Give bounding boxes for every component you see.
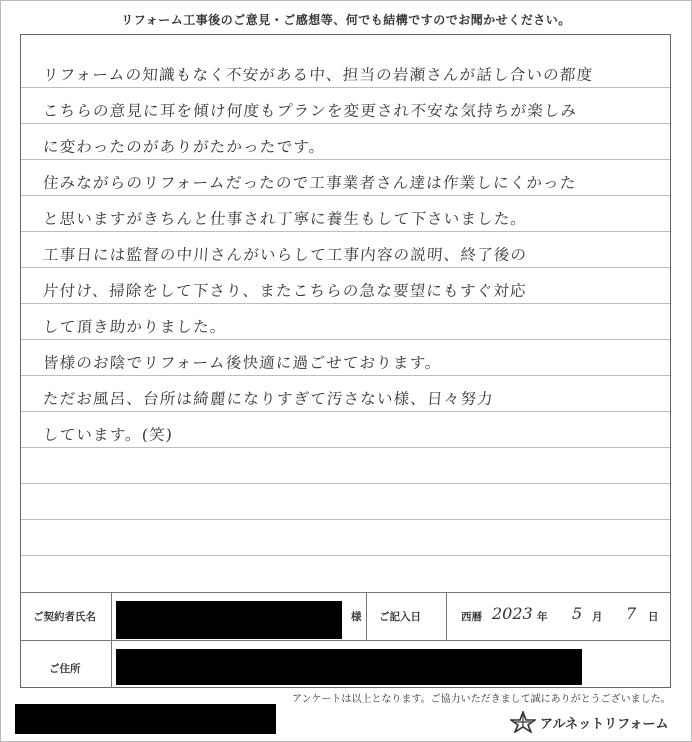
footer-note: アンケートは以上となります。ご協力いただきまして誠にありがとうございました。 — [292, 694, 671, 705]
month-value: 5 — [572, 604, 583, 623]
ruled-line — [21, 231, 670, 232]
redacted-footer-info — [15, 704, 276, 734]
year-unit: 年 — [537, 611, 548, 623]
contract-name-label: ご契約者氏名 — [33, 611, 96, 623]
ruled-line — [21, 447, 670, 448]
address-label: ご住所 — [49, 663, 81, 675]
info-row-divider — [21, 640, 670, 641]
redacted-address — [116, 649, 582, 685]
date-column-divider — [366, 592, 367, 640]
comment-line: 片付け、掃除をして下さり、またこちらの急な要望にもすぐ対応 — [42, 282, 528, 300]
entry-date-label: ご記入日 — [379, 611, 421, 623]
comment-line: に変わったのがありがたかったです。 — [42, 138, 327, 156]
ruled-line — [21, 195, 670, 196]
ruled-line — [21, 267, 670, 268]
comment-line: しています。(笑) — [42, 426, 174, 444]
day-unit: 日 — [648, 611, 659, 623]
survey-question: リフォーム工事後のご意見・ご感想等、何でも結構ですのでお聞かせください。 — [121, 13, 571, 27]
month-unit: 月 — [592, 611, 603, 623]
date-column-divider — [446, 592, 447, 640]
comment-line: して頂き助かりました。 — [42, 318, 228, 336]
arnet-star-logo-icon — [510, 711, 536, 733]
ruled-line — [21, 159, 670, 160]
honorific-label: 様 — [351, 611, 362, 623]
ruled-line — [21, 339, 670, 340]
comment-line: と思いますがきちんと仕事され丁寧に養生もして下さいました。 — [42, 210, 528, 228]
brand-logo — [510, 711, 668, 733]
ruled-line — [21, 123, 670, 124]
comment-line: ただお風呂、台所は綺麗になりすぎて汚さない様、日々努力 — [42, 390, 495, 408]
redacted-name — [116, 601, 342, 639]
comment-line: 皆様のお陰でリフォーム後快適に過ごせております。 — [42, 354, 443, 372]
day-value: 7 — [626, 604, 637, 623]
ruled-line — [21, 303, 670, 304]
era-label: 西暦 — [461, 611, 482, 623]
ruled-line — [21, 87, 670, 88]
comment-line: 住みながらのリフォームだったので工事業者さん達は作業しにくかった — [42, 174, 578, 192]
ruled-line — [21, 375, 670, 376]
ruled-line — [21, 483, 670, 484]
ruled-line — [21, 519, 670, 520]
ruled-line — [21, 555, 670, 556]
comment-line: こちらの意見に耳を傾け何度もプランを変更され不安な気持ちが楽しみ — [42, 102, 578, 120]
label-column-divider — [111, 592, 112, 688]
info-row-divider — [21, 592, 670, 593]
ruled-line — [21, 411, 670, 412]
comment-line: 工事日には監督の中川さんがいらして工事内容の説明、終了後の — [42, 246, 528, 264]
year-value: 2023 — [492, 604, 533, 623]
comment-line: リフォームの知識もなく不安がある中、担当の岩瀬さんが話し合いの都度 — [42, 66, 594, 84]
brand-name: アルネットリフォーム — [540, 716, 669, 732]
comment-form — [20, 34, 671, 688]
